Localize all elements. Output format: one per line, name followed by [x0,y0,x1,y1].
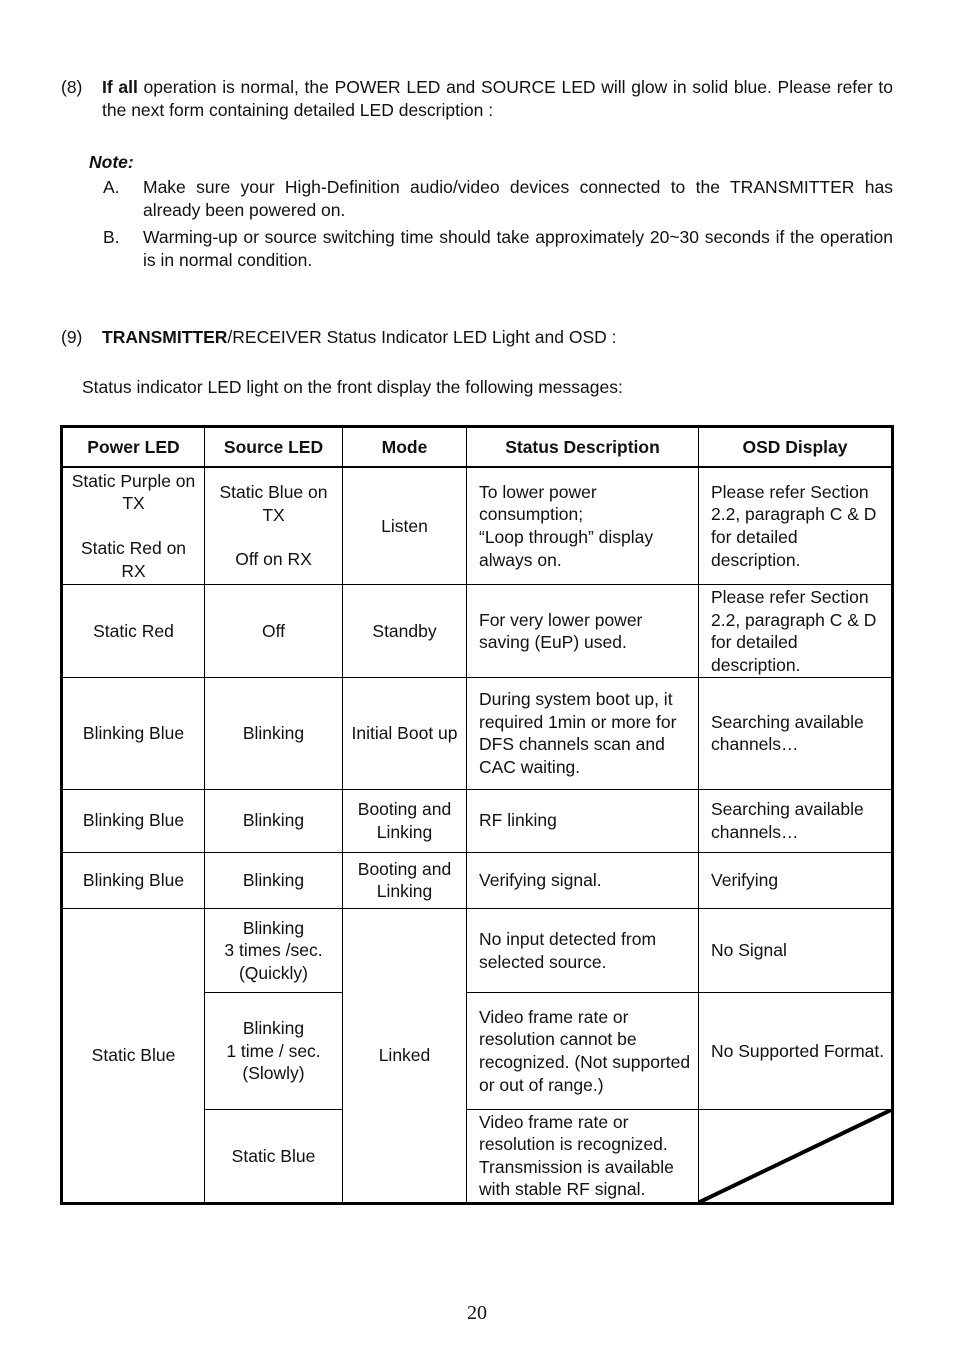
item-8 [61,76,893,122]
source-led-cell [205,993,343,1109]
mode-cell: Linked [343,909,467,1204]
header-source-led: Source LED [205,427,343,468]
status-description-cell: No input detected from selected source. [467,909,699,993]
header-status-description: Status Description [467,427,699,468]
source-led-cell: Off [205,585,343,678]
intro-text: Status indicator LED light on the front display the following messages: [82,377,623,397]
header-power-led: Power LED [62,427,205,468]
source-led-tx: Static Blue on TX [219,482,328,525]
source-led-cell: Static Blue [205,1109,343,1203]
osd-display-cell: Please refer Section 2.2, paragraph C & D for detailed description. [699,467,893,584]
power-led-tx: Static Purple on TX [71,470,196,514]
source-led-cell: Blinking [205,852,343,908]
power-led-cell [62,467,205,584]
note-text: Warming-up or source switching time should take approximately 20~30 seconds if the operation is in normal condition. [143,227,893,270]
osd-display-cell: Please refer Section 2.2, paragraph C & D for detailed description. [699,585,893,678]
item-body: /RECEIVER Status Indicator LED Light and OSD : [227,327,617,347]
page-number: 20 [467,1302,487,1324]
source-line: Blinking [242,1018,305,1039]
source-led-cell [205,467,343,584]
power-led-cell: Static Blue [62,909,205,1204]
status-description-cell: Video frame rate or resolution is recognized. Transmission is available with stable RF signal. [467,1109,699,1203]
note-item-a [103,176,893,222]
status-line: “Loop through” display always on. [479,527,654,570]
status-description-cell: Video frame rate or resolution cannot be recognized. (Not supported or out of range.) [467,993,699,1109]
item-body: operation is normal, the POWER LED and SOURCE LED will glow in solid blue. Please refer to the next form containing detailed LED description : [102,77,894,120]
table-row [62,585,893,678]
osd-display-cell: Verifying [699,852,893,908]
item-text [102,76,893,122]
item-9 [61,326,893,349]
note-label: Note: [89,152,134,172]
status-description-cell: Verifying signal. [467,852,699,908]
power-led-cell: Blinking Blue [62,789,205,852]
note-text: Make sure your High-Definition audio/video devices connected to the TRANSMITTER has already been powered on. [143,177,893,220]
header-osd-display: OSD Display [699,427,893,468]
table-row [62,852,893,908]
osd-display-cell: No Signal [699,909,893,993]
source-led-cell: Blinking [205,789,343,852]
source-line: (Slowly) [242,1063,305,1084]
status-line: To lower power consumption; [479,481,597,525]
source-line: 3 times /sec. [224,940,323,961]
status-description-cell: During system boot up, it required 1min or more for DFS channels scan and CAC waiting. [467,678,699,789]
source-line: 1 time / sec. [226,1040,321,1061]
table-row [62,909,893,993]
status-description-cell [467,467,699,584]
osd-display-cell: Searching available channels… [699,789,893,852]
note-item-b [103,226,893,272]
header-mode: Mode [343,427,467,468]
table-row [62,467,893,584]
empty-osd-cell-diagonal [699,1109,893,1203]
mode-cell: Listen [343,467,467,584]
item-text [102,326,893,349]
note-letter: B. [103,227,120,247]
item-lead-bold: TRANSMITTER [102,327,228,347]
table-row [62,678,893,789]
mode-cell: Standby [343,585,467,678]
diagonal-line-icon [699,1110,891,1202]
status-description-cell: RF linking [467,789,699,852]
mode-cell: Booting and Linking [343,789,467,852]
source-led-rx: Off on RX [235,549,312,570]
status-description-cell: For very lower power saving (EuP) used. [467,585,699,678]
power-led-rx: Static Red on RX [80,538,187,581]
item-lead-bold: If all [102,77,138,97]
table-row [62,789,893,852]
osd-display-cell: No Supported Format. [699,993,893,1109]
note-letter: A. [103,177,120,197]
source-line: (Quickly) [238,962,309,983]
mode-cell: Initial Boot up [343,678,467,789]
source-line: Blinking [242,917,305,938]
osd-display-cell: Searching available channels… [699,678,893,789]
power-led-cell: Blinking Blue [62,852,205,908]
led-status-table [60,425,894,1205]
source-led-cell: Blinking [205,678,343,789]
table-header-row [62,427,893,468]
mode-cell: Booting and Linking [343,852,467,908]
item-number: (9) [61,327,83,347]
power-led-cell: Static Red [62,585,205,678]
item-number: (8) [61,77,83,97]
power-led-cell: Blinking Blue [62,678,205,789]
source-led-cell [205,909,343,993]
